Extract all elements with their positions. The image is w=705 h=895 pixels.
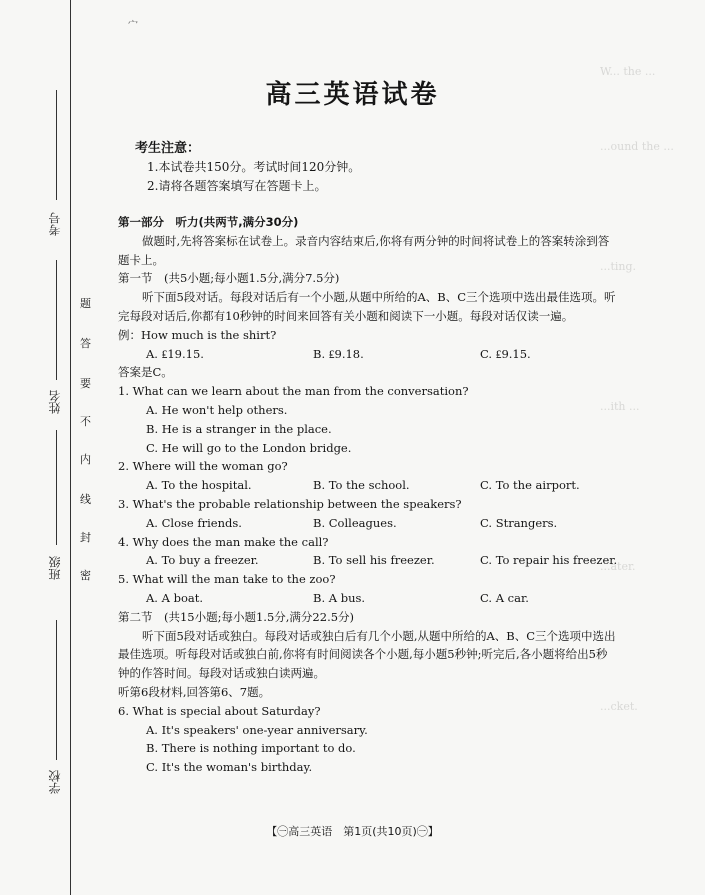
option: C. To the airport. bbox=[480, 478, 580, 493]
option: C. It's the woman's birthday. bbox=[146, 760, 313, 775]
option: C. Strangers. bbox=[480, 515, 558, 530]
option: C. ₤9.15. bbox=[480, 346, 531, 361]
school-label: 学校 bbox=[48, 770, 62, 794]
option: A. To buy a freezer. bbox=[146, 553, 259, 568]
seal-char: 内 bbox=[80, 453, 91, 466]
part-heading: 第一部分 听力(共两节,满分30分) bbox=[118, 215, 299, 229]
option: A. It's speakers' one-year anniversary. bbox=[146, 722, 368, 737]
section-instruction: 听下面5段对话或独白。每段对话或独白后有几个小题,从题中所给的A、B、C三个选项中选出最佳选项。听每段对话或独白前,你将有时间阅读各个小题,每小题5秒钟;听完后,各小题将给出5秒钟的作答时间。每段对话或独白读两遍。 bbox=[118, 628, 616, 681]
exam-notice bbox=[135, 139, 360, 196]
question: 5. What will the man take to the zoo? bbox=[118, 572, 336, 587]
question: 2. Where will the woman go? bbox=[118, 459, 288, 474]
seal-char: 密 bbox=[80, 569, 91, 582]
exam-number-label: 考号 bbox=[48, 212, 62, 236]
option: B. To sell his freezer. bbox=[313, 553, 435, 568]
section-heading: 第一节 (共5小题;每小题1.5分,满分7.5分) bbox=[118, 271, 340, 286]
seal-char: 要 bbox=[80, 377, 91, 390]
section-instruction: 听下面5段对话。每段对话后有一个小题,从题中所给的A、B、C三个选项中选出最佳选项。听完每段对话后,你都有10秒钟的时间来回答有关小题和阅读下一小题。每段对话仅读一遍。 bbox=[118, 290, 616, 323]
option: A. Close friends. bbox=[146, 515, 242, 530]
page-footer: 【㊀高三英语 第1页(共10页)㊀】 bbox=[266, 825, 439, 838]
seal-char: 答 bbox=[80, 337, 91, 350]
option: A. He won't help others. bbox=[146, 402, 288, 417]
option: B. ₤9.18. bbox=[313, 346, 364, 361]
exam-title: 高三英语试卷 bbox=[265, 80, 440, 110]
question: 6. What is special about Saturday? bbox=[118, 703, 321, 718]
class-field[interactable] bbox=[56, 430, 57, 545]
example-answer: 答案是C。 bbox=[118, 365, 173, 380]
option-row bbox=[118, 589, 618, 608]
school-field[interactable] bbox=[56, 620, 57, 760]
option: B. He is a stranger in the place. bbox=[146, 421, 332, 436]
option: A. To the hospital. bbox=[146, 478, 252, 493]
name-field[interactable] bbox=[56, 260, 57, 380]
option: A. ₤19.15. bbox=[146, 346, 204, 361]
option: C. To repair his freezer. bbox=[480, 553, 618, 568]
option: C. A car. bbox=[480, 590, 529, 605]
question: 3. What's the probable relationship between the speakers? bbox=[118, 496, 462, 511]
exam-content bbox=[118, 213, 618, 777]
question: 1. What can we learn about the man from the conversation? bbox=[118, 384, 469, 399]
option-row bbox=[118, 514, 618, 533]
option-row bbox=[118, 476, 618, 495]
class-label: 班级 bbox=[48, 556, 62, 580]
option: B. A bus. bbox=[313, 590, 366, 605]
example-options bbox=[118, 345, 618, 364]
material-note: 听第6段材料,回答第6、7题。 bbox=[118, 684, 271, 699]
seal-char: 线 bbox=[80, 493, 91, 506]
option: B. Colleagues. bbox=[313, 515, 397, 530]
seal-char: 封 bbox=[80, 531, 91, 544]
seal-char: 不 bbox=[80, 415, 91, 428]
section-heading: 第二节 (共15小题;每小题1.5分,满分22.5分) bbox=[118, 609, 355, 624]
option: A. A boat. bbox=[146, 590, 203, 605]
option: C. He will go to the London bridge. bbox=[146, 440, 352, 455]
corner-mark: 宀 bbox=[128, 20, 138, 31]
option: B. To the school. bbox=[313, 478, 410, 493]
part-instruction: 做题时,先将答案标在试卷上。录音内容结束后,你将有两分钟的时间将试卷上的答案转涂到答题卡上。 bbox=[118, 233, 610, 267]
example-question: 例：How much is the shirt? bbox=[118, 327, 277, 342]
seal-char: 题 bbox=[80, 297, 91, 310]
notice-item: 1.本试卷共150分。考试时间120分钟。 bbox=[147, 160, 361, 174]
name-label: 姓名 bbox=[48, 390, 62, 414]
notice-item: 2.请将各题答案填写在答题卡上。 bbox=[147, 179, 327, 193]
notice-heading: 考生注意： bbox=[135, 141, 201, 156]
option-row bbox=[118, 551, 618, 570]
question: 4. Why does the man make the call? bbox=[118, 534, 329, 549]
binding-line bbox=[70, 0, 71, 895]
option: B. There is nothing important to do. bbox=[146, 741, 356, 756]
